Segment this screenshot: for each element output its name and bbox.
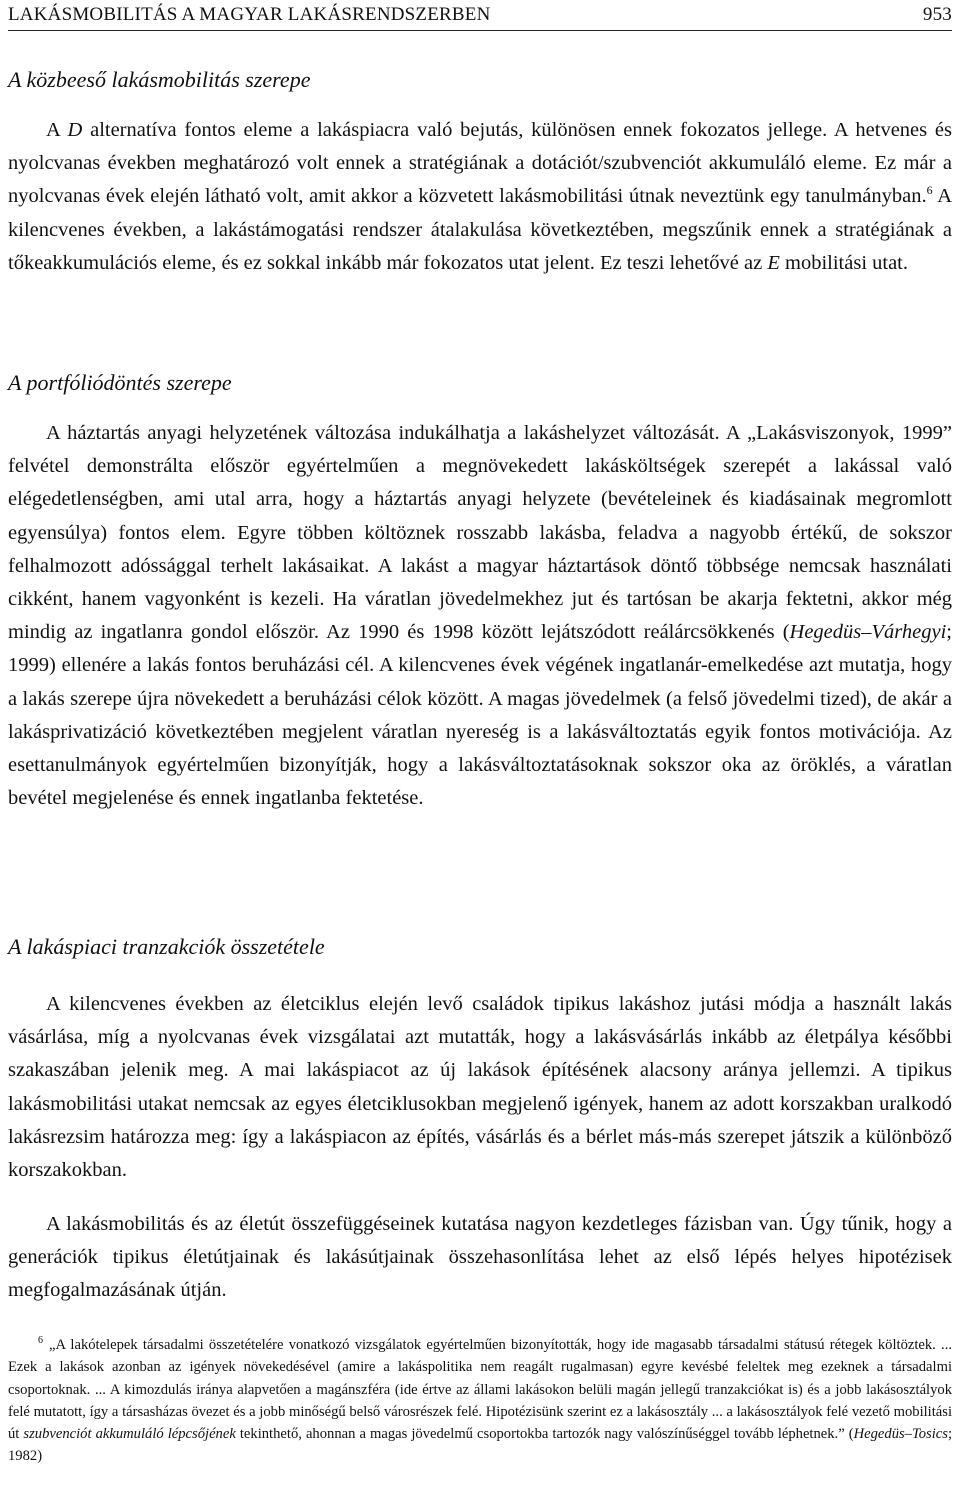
paragraph-portfolio [8, 417, 952, 815]
text-span: ; 1999) ellenére a lakás fontos beruházási cél. A kilencvenes évek végének ingatlanár-emelkedése azt mutatja, hogy a lakás szerepe újra növekedett a beruházási célok között. A magas jövedelmek (a felső jövedelmi tized), de akár a lakásprivatizáció következtében megjelent váratlan nyereség is a lakásváltoztatás egyik fontos motivációja. Az esettanulmányok egyértelműen bizonyítják, hogy a lakásváltoztatásoknak sokszor oka az öröklés, a váratlan bevétel megjelenése és ennek ingatlanba fektetése. [8, 621, 952, 810]
text-span: mobilitási utat. [779, 251, 909, 274]
text-span: A [46, 119, 68, 141]
emphasis: szubvenciót akkumuláló lépcsőjének [23, 1426, 236, 1443]
text-span: A háztartás anyagi helyzetének változása indukálhatja a lakáshelyzet változását. A „Lakásviszonyok, 1999” felvétel demonstrálta először egyértelműen a megnövekedett lakásköltségek szerepét a lakással való elégedetlenségben, ami utal arra, hogy a háztartás anyagi helyzete (bevételeinek és kiadásainak megromlott egyensúlya) fontos elem. Egyre többen költöznek rosszabb lakásba, feladva a nagyobb értékű, de sokszor felhalmozott adóssággal terhelt lakásaikat. A lakást a magyar háztartások döntő többsége nemcsak használati cikként, hanem vagyonként is kezeli. Ha váratlan jövedelmekhez jut és tartósan be akarja fektetni, akkor még mindig az ingatlanra gondol először. Az 1990 és 1998 között lejátszódott reálárcsökkenés ( [8, 422, 952, 644]
footnote [8, 1334, 952, 1468]
footnote-ref[interactable]: 6 [926, 183, 933, 198]
section-heading-portfolio: A portfóliódöntés szerepe [8, 370, 232, 395]
running-title: LAKÁSMOBILITÁS A MAGYAR LAKÁSRENDSZERBEN [8, 4, 491, 25]
text-span: alternatíva fontos eleme a lakáspiacra való bejutás, különösen ennek fokozatos jellege. A hetvenes és nyolcvanas években meghatározó volt ennek a stratégiának a dotációt/szubvenciót akkumuláló eleme. Ez már a nyolcvanas évek elején látható volt, amit akkor a közvetett lakásmobilitási útnak neveztünk egy tanulmányban. [8, 119, 952, 208]
citation-author: Hegedüs–Tosics [853, 1426, 948, 1443]
citation-author: Hegedüs–Várhegyi [789, 621, 947, 644]
text-span: ; 1982) [8, 1426, 952, 1465]
section-heading-transactions: A lakáspiaci tranzakciók összetétele [8, 934, 325, 959]
text-span: „A lakótelepek társadalmi összetételére vonatkozó vizsgálatok egyértelműen bizonyították, hogy ide magasabb társadalmi státusú rétegek költöztek. ... Ezek a lakások azonban az igények növekedésével (amire a lakáspolitika nem reagált rugalmasan) egyre kevésbé feleltek meg ezeknek a társadalmi csoportoknak. ... A kimozdulás iránya alapvetően a magánszféra (ide értve az állami lakásokon belüli magán jellegű tranzakciókat is) és a jobb lakásosztályok felé mutatott, így a társasházas övezet és a jobb minőségű belső városrészek felé. Hipotézisünk szerint ez a lakásosztály ... a lakásosztályok felé vezető mobilitási út [8, 1337, 952, 1443]
paragraph-life-course: A lakásmobilitás és az életút összefüggéseinek kutatása nagyon kezdetleges fázisban van. Úgy tűnik, hogy a generációk tipikus életútjainak és lakásútjainak összehasonlítása lehet az első lépés helyes hipotézisek megfogalmazásának útján. [8, 1213, 952, 1302]
variable-D: D [67, 119, 83, 141]
paragraph-intermediate-mobility [8, 114, 952, 280]
running-header [8, 2, 952, 31]
text-span: tekinthető, ahonnan a magas jövedelmű csoportokba tartozók nagy valószínűséggel tovább léphetnek.” ( [235, 1426, 854, 1443]
variable-E: E [767, 251, 780, 274]
section-heading-intermediate-mobility: A közbeeső lakásmobilitás szerepe [8, 67, 311, 92]
text-span: A kilencvenes években, a lakástámogatási rendszer átalakulása következtében, megszűnik ennek a stratégiának a tőkeakkumulációs eleme, és ez sokkal inkább már fokozatos utat jelent. Ez teszi lehetővé az [8, 185, 952, 274]
paragraph-transactions: A kilencvenes években az életciklus elején levő családok tipikus lakáshoz jutási módja a használt lakás vásárlása, míg a nyolcvanas évek vizsgálatai azt mutatták, hogy a lakásvásárlás inkább az életpálya későbbi szakaszában jelenik meg. A mai lakáspiacot az új lakások építésének alacsony aránya jellemzi. A tipikus lakásmobilitási utakat nemcsak az egyes életciklusokban megjelenő igények, hanem az adott korszakban uralkodó lakásrezsim határozza meg: így a lakáspiacon az építés, vásárlás és a bérlet más-más szerepet játszik a különböző korszakokban. [8, 993, 952, 1182]
footnote-number: 6 [38, 1335, 43, 1347]
page-number: 953 [922, 4, 952, 25]
